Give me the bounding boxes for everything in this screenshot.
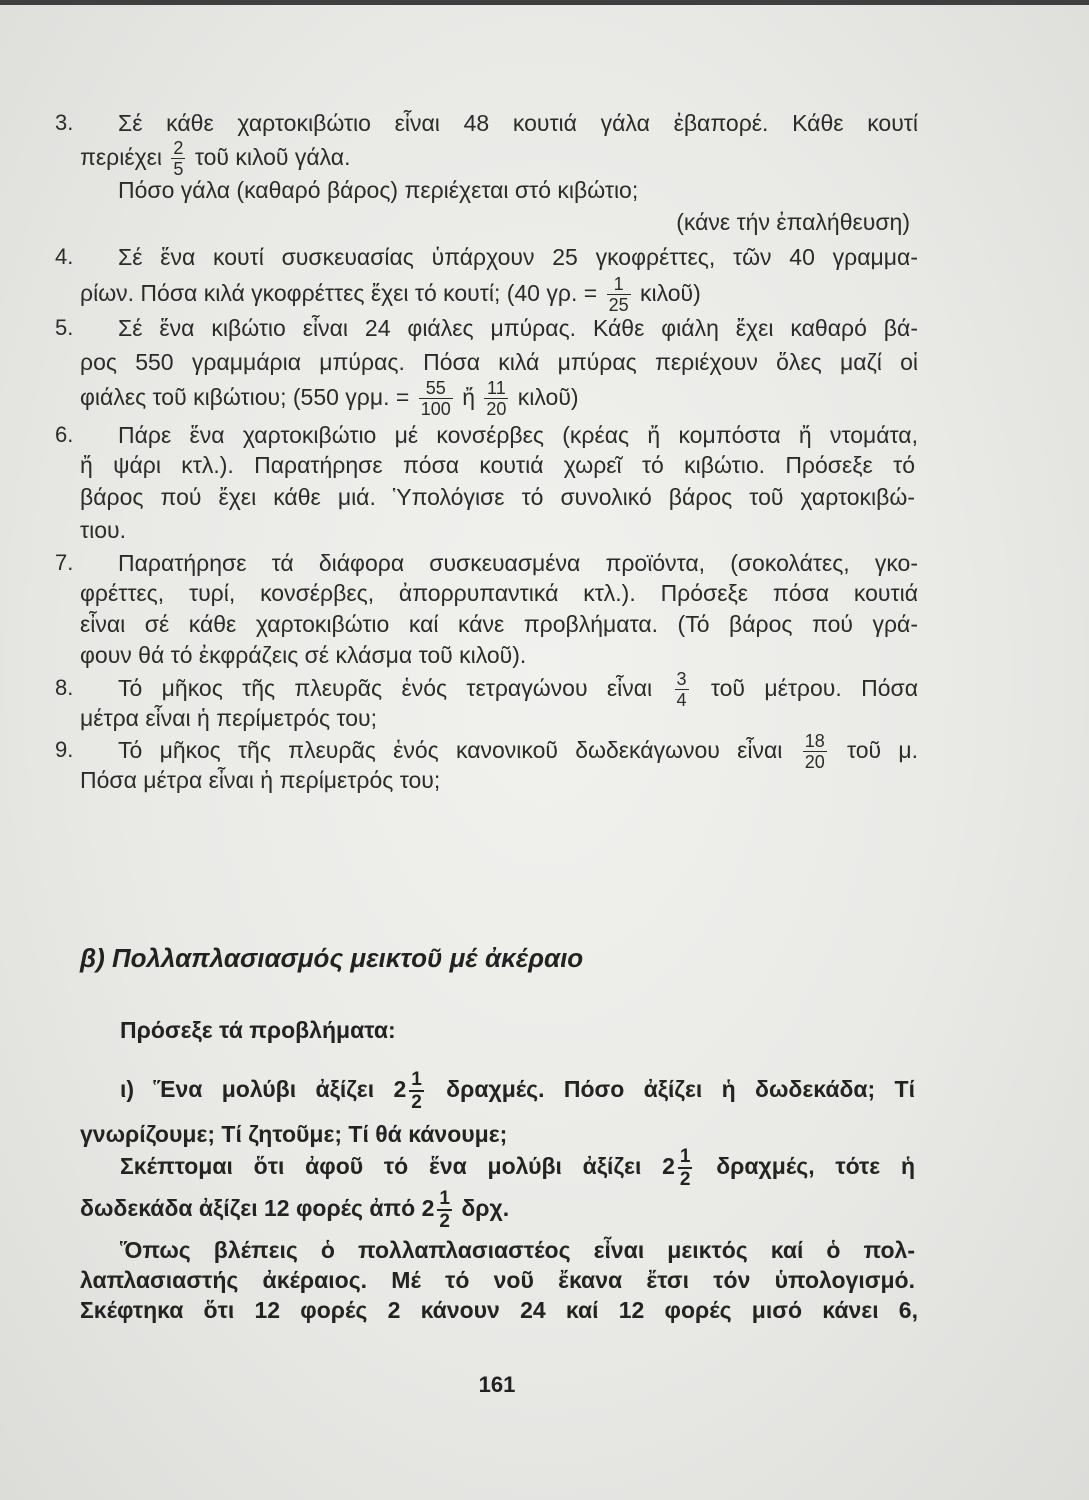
problem-7-line-1: Παρατήρησε τά διάφορα συσκευασμένα προϊόντα, (σοκολάτες, γκο- — [118, 550, 918, 576]
fraction-numerator: 1 — [679, 1145, 691, 1167]
page-number: 161 — [478, 1372, 516, 1397]
problem-9-line-1 — [118, 731, 919, 773]
example-line-7: Σκέφτηκα ὅτι 12 φορές 2 κάνουν 24 καί 12 φορές μισό κάνει 6, — [80, 1297, 918, 1323]
problem-5-line-1: Σέ ἕνα κιβώτιο εἶναι 24 φιάλες μπύρας. Κάθε φιάλη ἔχει καθαρό βά- — [118, 315, 918, 341]
fraction — [678, 1146, 693, 1190]
problem-4-line-1: Σέ ἕνα κουτί συσκευασίας ὑπάρχουν 25 γκοφρέττες, τῶν 40 γραμμα- — [118, 244, 918, 270]
text-segment: περιέχει — [80, 144, 163, 170]
text-segment: δωδεκάδα ἀξίζει 12 φορές ἀπό 2 — [80, 1195, 435, 1221]
fraction-denominator: 2 — [411, 1091, 422, 1113]
problem-9-line-2: Πόσα μέτρα εἶναι ἡ περίμετρός του; — [80, 767, 441, 793]
fraction — [437, 1188, 452, 1232]
fraction-denominator: 20 — [486, 399, 507, 420]
fraction-denominator: 2 — [439, 1210, 450, 1232]
text-segment: δραχμές, τότε ἡ — [716, 1153, 915, 1179]
problem-9-number: 9. — [55, 737, 74, 762]
problem-5-number: 5. — [55, 315, 74, 340]
fraction-numerator: 3 — [676, 669, 687, 690]
fraction — [484, 378, 508, 419]
text-segment: τοῦ κιλοῦ γάλα. — [194, 144, 351, 170]
text-segment: Τό μῆκος τῆς πλευρᾶς ἑνός κανονικοῦ δωδεκάγωνου εἶναι — [118, 737, 783, 763]
text-segment: ἤ — [462, 384, 475, 410]
fraction-numerator: 2 — [173, 138, 184, 159]
problem-8-line-1 — [118, 669, 918, 711]
fraction-numerator: 18 — [804, 731, 825, 752]
example-line-1 — [120, 1068, 915, 1113]
fraction-denominator: 100 — [420, 399, 451, 420]
text-segment: ι) Ἕνα μολύβι ἀξίζει 2 — [120, 1076, 407, 1102]
text-segment: ρίων. Πόσα κιλά γκοφρέττες ἔχει τό κουτί; (40 γρ. = — [80, 280, 598, 306]
problem-5-line-2: ρος 550 γραμμάρια μπύρας. Πόσα κιλά μπύρας περιέχουν ὅλες μαζί οἱ — [80, 349, 918, 375]
problem-3-line-4: (κάνε τήν ἐπαλήθευση) — [676, 209, 910, 235]
fraction-denominator: 4 — [676, 690, 687, 711]
fraction — [409, 1069, 424, 1113]
text-segment: δραχμές. Πόσο ἀξίζει ἡ δωδεκάδα; Τί — [446, 1076, 915, 1102]
fraction-denominator: 5 — [173, 159, 184, 180]
problem-3-line-2 — [80, 138, 918, 180]
section-subheading: Πρόσεξε τά προβλήματα: — [120, 1017, 396, 1043]
scan-top-border — [0, 0, 1089, 5]
problem-4-line-2 — [80, 274, 918, 316]
text-segment: Σκέπτομαι ὅτι ἀφοῦ τό ἕνα μολύβι ἀξίζει 2 — [120, 1153, 675, 1179]
problem-7-line-2: φρέττες, τυρί, κονσέρβες, ἀπορρυπαντικά κτλ.). Πρόσεξε πόσα κουτιά — [80, 580, 918, 606]
example-line-4 — [80, 1187, 918, 1232]
problem-3-number: 3. — [55, 110, 74, 135]
problem-6-number: 6. — [55, 422, 74, 447]
fraction — [607, 274, 631, 315]
problem-3-line-3: Πόσο γάλα (καθαρό βάρος) περιέχεται στό κιβώτιο; — [118, 177, 639, 203]
fraction-denominator: 25 — [608, 295, 629, 316]
problem-6-line-3: βάρος πού ἔχει κάθε μιά. Ὑπολόγισε τό συνολικό βάρος τοῦ χαρτοκιβώ- — [80, 484, 915, 510]
fraction-numerator: 1 — [607, 274, 631, 295]
problem-7-number: 7. — [55, 550, 74, 575]
problem-3-line-1: Σέ κάθε χαρτοκιβώτιο εἶναι 48 κουτιά γάλα ἐβαπορέ. Κάθε κουτί — [118, 110, 918, 136]
text-segment: κιλοῦ) — [639, 280, 701, 306]
problem-6-line-1: Πάρε ἕνα χαρτοκιβώτιο μέ κονσέρβες (κρέας ἤ κομπόστα ἤ ντομάτα, — [118, 422, 918, 448]
example-line-3 — [120, 1145, 915, 1190]
text-segment: κιλοῦ) — [517, 384, 579, 410]
problem-8-line-2: μέτρα εἶναι ἡ περίμετρός του; — [80, 705, 377, 731]
fraction-numerator: 1 — [411, 1068, 422, 1090]
problem-7-line-3: εἶναι σέ κάθε χαρτοκιβώτιο καί κάνε προβλήματα. (Τό βάρος πού γρά- — [80, 611, 918, 637]
problem-8-number: 8. — [55, 675, 74, 700]
fraction-numerator: 1 — [439, 1187, 450, 1209]
fraction-numerator: 55 — [419, 378, 453, 399]
example-line-6: λαπλασιαστής ἀκέραιος. Μέ τό νοῦ ἔκανα ἔτσι τόν ὑπολογισμό. — [80, 1267, 915, 1293]
example-line-2: γνωρίζουμε; Τί ζητοῦμε; Τί θά κάνουμε; — [80, 1121, 508, 1147]
section-heading: β) Πολλαπλασιασμός μεικτοῦ μέ ἀκέραιο — [80, 943, 584, 973]
example-line-5: Ὅπως βλέπεις ὁ πολλαπλασιαστέος εἶναι μεικτός καί ὁ πολ- — [120, 1237, 915, 1263]
fraction — [419, 378, 453, 419]
problem-6-line-4: τιου. — [80, 517, 126, 543]
fraction-numerator: 11 — [484, 378, 508, 399]
problem-6-line-2: ἤ ψάρι κτλ.). Παρατήρησε πόσα κουτιά χωρεῖ τό κιβώτιο. Πρόσεξε τό — [80, 452, 915, 478]
problem-7-line-4: φουν θά τό ἐκφράζεις σέ κλάσμα τοῦ κιλοῦ). — [80, 642, 527, 668]
problem-5-line-3 — [80, 378, 918, 420]
text-segment: τοῦ μ. — [846, 737, 919, 763]
problem-4-number: 4. — [55, 244, 74, 269]
text-segment: Τό μῆκος τῆς πλευρᾶς ἑνός τετραγώνου εἶναι — [118, 675, 653, 701]
fraction-denominator: 2 — [679, 1168, 691, 1190]
text-segment: δρχ. — [461, 1195, 510, 1221]
fraction-denominator: 20 — [804, 752, 825, 773]
text-segment: τοῦ μέτρου. Πόσα — [710, 675, 918, 701]
fraction — [171, 138, 185, 179]
text-segment: φιάλες τοῦ κιβώτιου; (550 γρμ. = — [80, 384, 410, 410]
